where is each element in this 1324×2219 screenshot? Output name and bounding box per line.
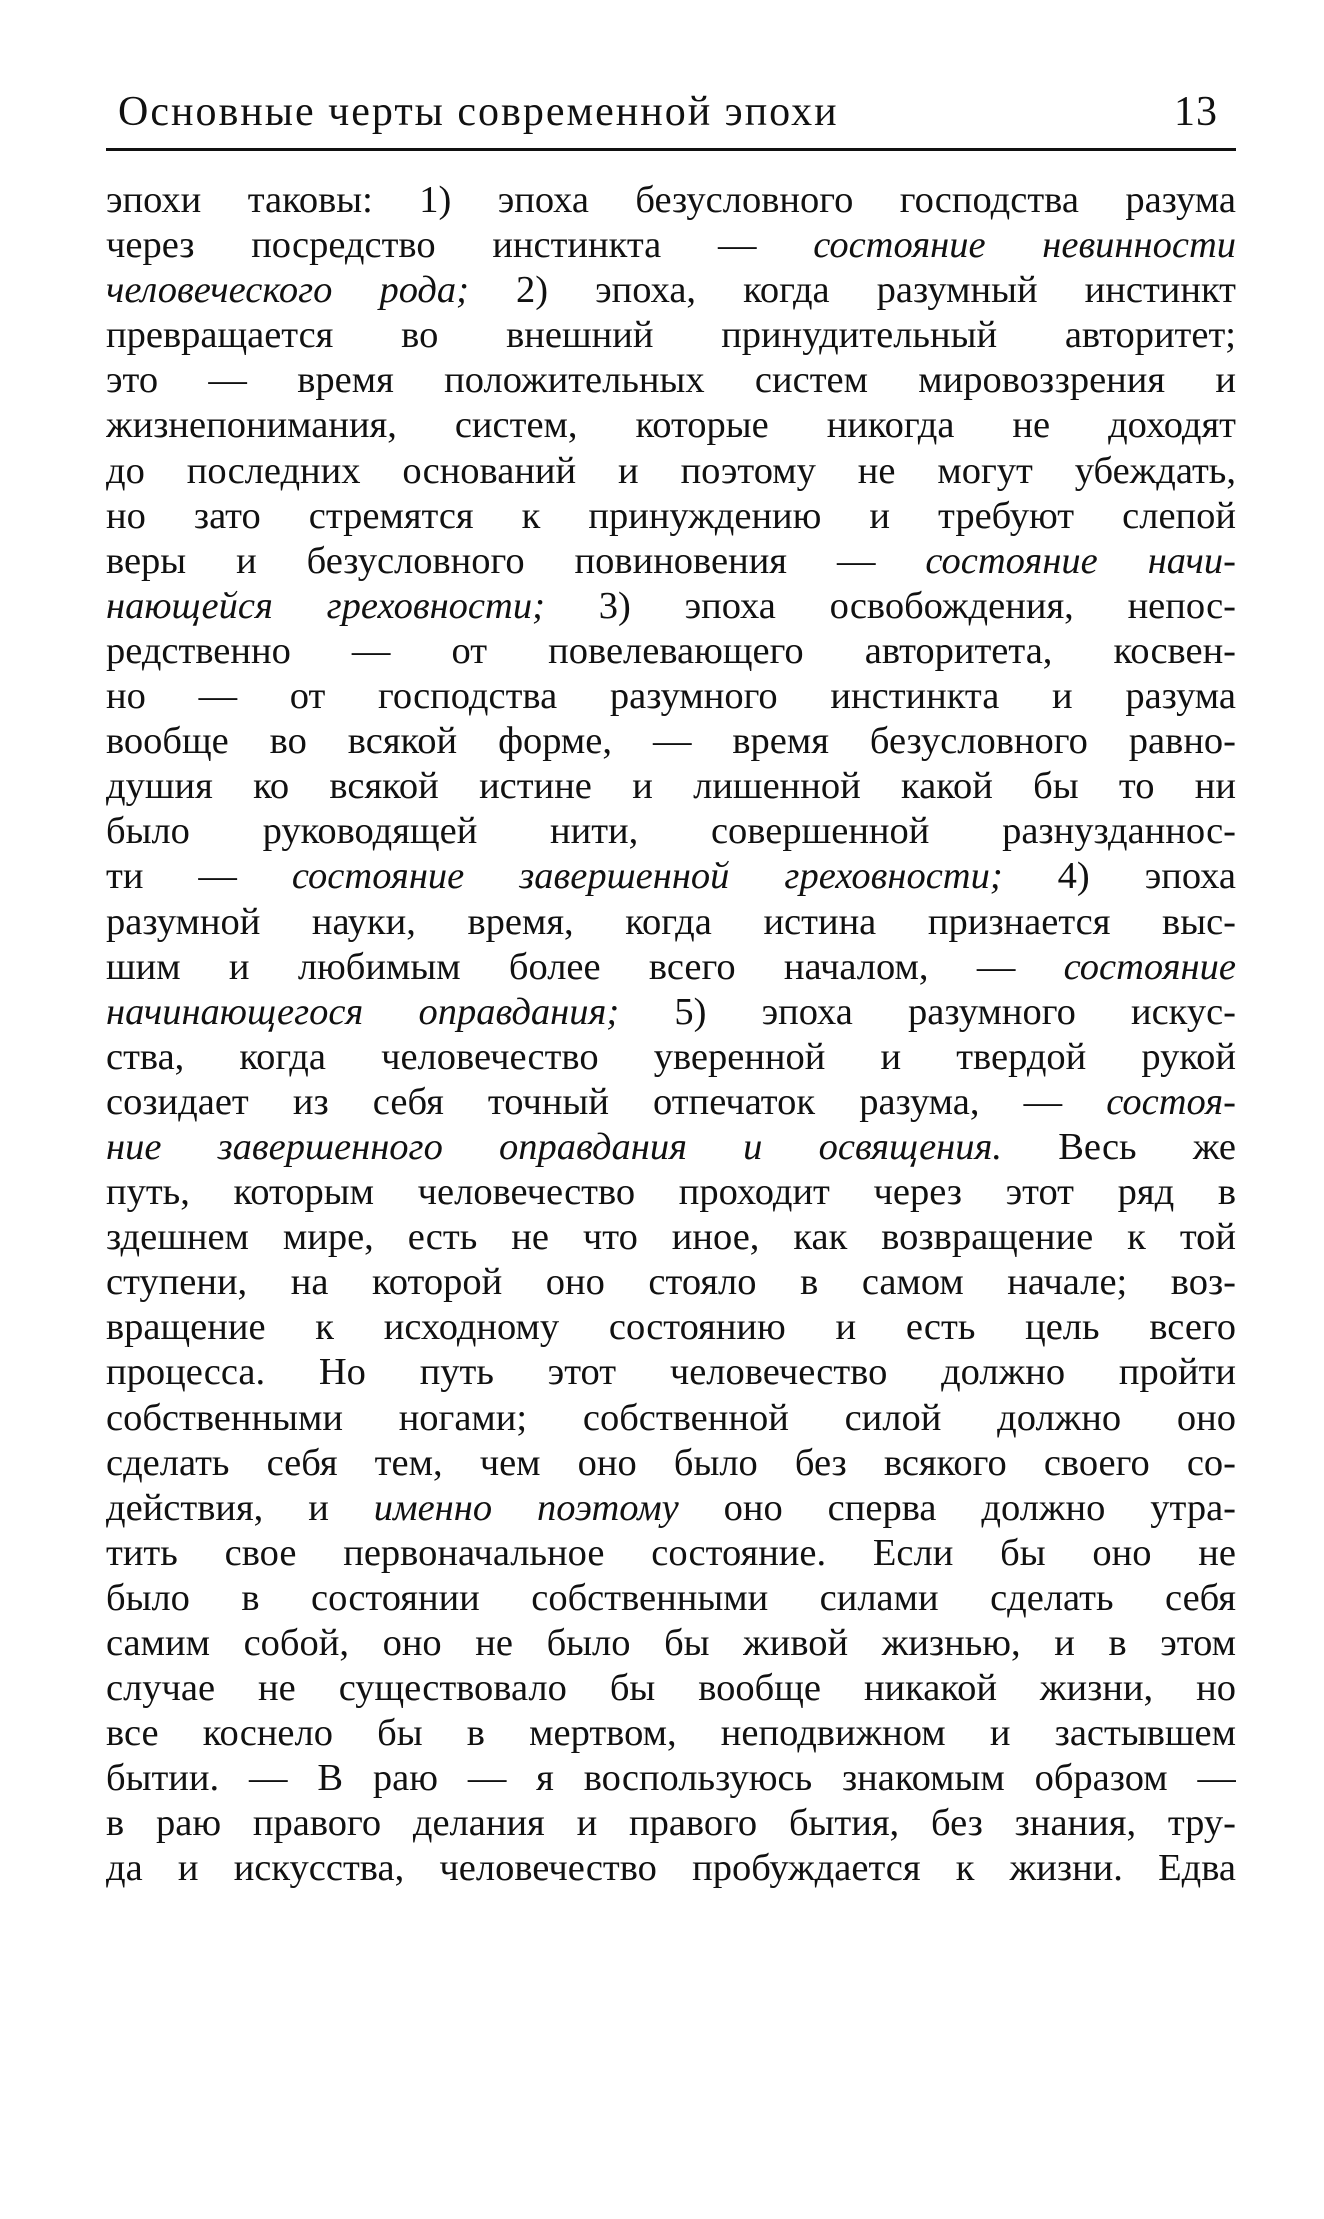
text-line: [106, 539, 1236, 584]
text-line: [106, 1621, 1236, 1666]
text-segment: 4) эпоха: [1002, 855, 1236, 898]
text-segment: здешнем мире, есть не что иное, как возвращение к той: [106, 1216, 1236, 1259]
text-line: [106, 1576, 1236, 1621]
text-line: [106, 1260, 1236, 1305]
text-segment: но зато стремятся к принуждению и требуют слепой: [106, 494, 1236, 537]
page-number: 13: [1174, 89, 1218, 135]
text-segment: эпохи таковы: 1) эпоха безусловного господства разума: [106, 179, 1236, 221]
text-line: [106, 1486, 1236, 1531]
text-line: [106, 1125, 1236, 1170]
text-segment: 3) эпоха освобождения, непос-: [544, 584, 1236, 627]
text-line: [106, 1801, 1236, 1846]
text-segment: через посредство инстинкта —: [106, 224, 814, 267]
italic-text-segment: именно поэтому: [373, 1486, 679, 1529]
text-line: [106, 1396, 1236, 1441]
text-segment: действия, и: [106, 1486, 374, 1529]
text-segment: разумной науки, время, когда истина признается выс-: [106, 900, 1236, 943]
text-segment: бытии. — В раю — я воспользуюсь знакомым образом —: [106, 1757, 1236, 1800]
text-segment: в раю правого делания и правого бытия, без знания, тру-: [106, 1802, 1236, 1845]
italic-text-segment: ние завершенного оправдания и освящения.: [106, 1125, 1003, 1168]
text-line: [106, 178, 1236, 223]
text-line: [106, 1666, 1236, 1711]
text-line: [106, 1350, 1236, 1395]
text-segment: шим и любимым более всего началом, —: [106, 945, 1064, 988]
text-segment: созидает из себя точный отпечаток разума, —: [106, 1080, 1107, 1123]
text-line: [106, 900, 1236, 945]
text-segment: это — время положительных систем мировоззрения и: [106, 359, 1236, 402]
text-segment: вообще во всякой форме, — время безусловного равно-: [106, 720, 1236, 763]
text-segment: самим собой, оно не было бы живой жизнью, и в этом: [106, 1622, 1236, 1664]
text-segment: было руководящей нити, совершенной разнузданнос-: [106, 810, 1236, 853]
italic-text-segment: нающейся греховности;: [106, 584, 545, 627]
text-segment: ступени, на которой оно стояло в самом начале; воз-: [106, 1261, 1236, 1304]
body-text: [106, 178, 1236, 1892]
italic-text-segment: человеческого рода;: [106, 269, 469, 312]
italic-text-segment: состояние начи-: [925, 539, 1236, 582]
text-line: [106, 854, 1236, 899]
text-line: [106, 719, 1236, 764]
text-segment: редственно — от повелевающего авторитета, косвен-: [106, 629, 1236, 672]
text-segment: путь, которым человечество проходит через этот ряд в: [106, 1171, 1236, 1214]
text-line: [106, 313, 1236, 358]
text-line: [106, 809, 1236, 854]
text-segment: было в состоянии собственными силами сделать себя: [106, 1576, 1236, 1619]
running-header: [106, 84, 1236, 151]
running-title: Основные черты современной эпохи: [118, 89, 839, 135]
text-segment: случае не существовало бы вообще никакой жизни, но: [106, 1667, 1236, 1710]
text-segment: 5) эпоха разумного искус-: [619, 990, 1236, 1033]
text-line: [106, 1756, 1236, 1801]
text-segment: собственными ногами; собственной силой должно оно: [106, 1396, 1236, 1439]
text-line: [106, 629, 1236, 674]
text-segment: все коснело бы в мертвом, неподвижном и застывшем: [106, 1712, 1236, 1755]
text-line: [106, 1305, 1236, 1350]
text-line: [106, 1215, 1236, 1260]
text-line: [106, 358, 1236, 403]
text-line: [106, 1711, 1236, 1756]
text-segment: Весь же: [1002, 1125, 1236, 1168]
text-segment: жизнепонимания, систем, которые никогда не доходят: [106, 404, 1236, 447]
text-line: [106, 403, 1236, 448]
text-line: [106, 990, 1236, 1035]
text-line: [106, 1846, 1236, 1891]
text-segment: 2) эпоха, когда разумный инстинкт: [468, 269, 1236, 312]
text-line: [106, 268, 1236, 313]
italic-text-segment: состояние: [1063, 945, 1236, 988]
text-line: [106, 584, 1236, 629]
text-segment: ства, когда человечество уверенной и твердой рукой: [106, 1035, 1236, 1078]
text-segment: но — от господства разумного инстинкта и разума: [106, 675, 1236, 718]
text-line: [106, 764, 1236, 809]
text-segment: душия ко всякой истине и лишенной какой бы то ни: [106, 765, 1236, 808]
text-segment: сделать себя тем, чем оно было без всякого своего со-: [106, 1441, 1236, 1484]
text-line: [106, 1441, 1236, 1486]
text-segment: да и искусства, человечество пробуждается к жизни. Едва: [106, 1847, 1236, 1890]
text-line: [106, 1531, 1236, 1576]
text-line: [106, 449, 1236, 494]
text-segment: тить свое первоначальное состояние. Если бы оно не: [106, 1531, 1236, 1574]
text-segment: вращение к исходному состоянию и есть цель всего: [106, 1306, 1236, 1349]
text-segment: веры и безусловного повиновения —: [106, 539, 926, 582]
italic-text-segment: состоя-: [1106, 1080, 1236, 1123]
text-segment: до последних оснований и поэтому не могут убеждать,: [106, 449, 1236, 492]
italic-text-segment: состояние завершенной греховности;: [291, 855, 1003, 898]
text-segment: ти —: [106, 855, 292, 898]
text-segment: оно сперва должно утра-: [678, 1486, 1236, 1529]
text-line: [106, 1035, 1236, 1080]
text-line: [106, 1080, 1236, 1125]
text-segment: превращается во внешний принудительный авторитет;: [106, 314, 1236, 357]
text-line: [106, 945, 1236, 990]
text-line: [106, 1170, 1236, 1215]
text-line: [106, 674, 1236, 719]
text-line: [106, 223, 1236, 268]
italic-text-segment: состояние невинности: [813, 224, 1236, 267]
italic-text-segment: начинающегося оправдания;: [106, 990, 620, 1033]
text-line: [106, 494, 1236, 539]
text-segment: процесса. Но путь этот человечество должно пройти: [106, 1351, 1236, 1394]
